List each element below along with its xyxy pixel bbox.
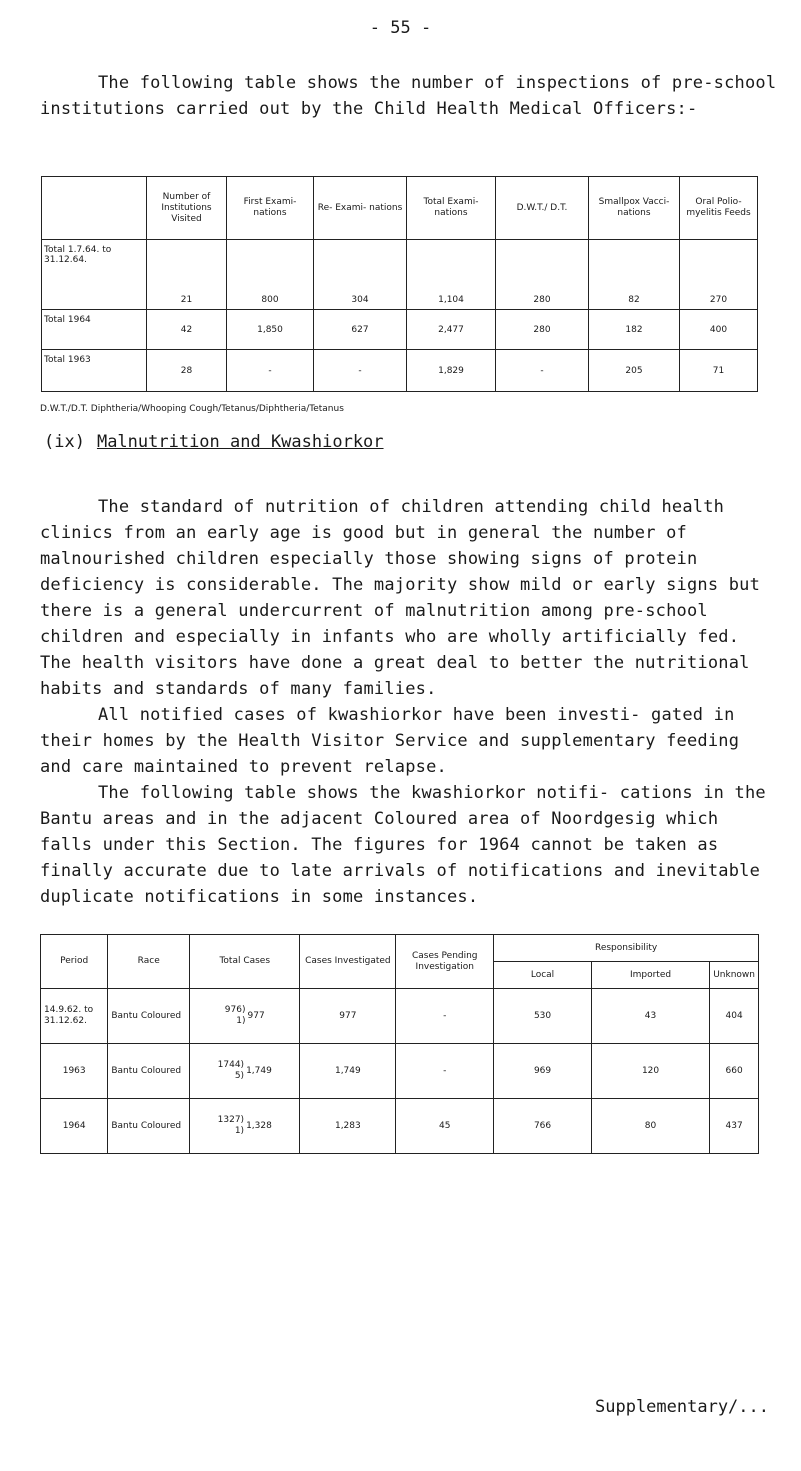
inspections-cell: 280 [496,310,589,350]
table-row [42,240,758,310]
kwashiorkor-imported-cell: 80 [591,1099,709,1154]
inspections-table [41,176,758,392]
kwashiorkor-investigated-cell: 1,749 [300,1044,396,1099]
inspections-cell: 1,104 [407,240,496,310]
inspections-header-institutions: Number of Institutions Visited [147,177,227,240]
inspections-cell: 205 [589,350,680,392]
inspections-header-smallpox: Smallpox Vacci- nations [589,177,680,240]
kwashiorkor-pending-cell: - [396,1044,494,1099]
inspections-cell: Total 1.7.64. to 31.12.64. [42,240,147,310]
inspections-cell: 2,477 [407,310,496,350]
kwashiorkor-table-intro-paragraph: The following table shows the kwashiorkor notifi- cations in the Bantu areas and in the adjacent Coloured area of Noordgesig which falls under this Section. The figures for 1964 cannot be taken as finally accurate due to late arrivals of notifications and inevitable duplicate notifications in some instances. [40,783,766,907]
kwashiorkor-unknown-cell: 437 [710,1099,759,1154]
kwashiorkor-local-cell: 969 [494,1044,592,1099]
kwashiorkor-pending-cell: 45 [396,1099,494,1154]
kwashiorkor-header-period: Period [41,935,108,989]
table-row [41,989,759,1044]
inspections-header-first: First Exami- nations [227,177,314,240]
kwashiorkor-pending-cell: - [396,989,494,1044]
kwashiorkor-total-cell [190,1044,300,1099]
kwashiorkor-bantu-count: 1744) [217,1060,245,1070]
continuation-marker: Supplementary/... [595,1397,769,1417]
kwashiorkor-period-cell: 1964 [41,1099,108,1154]
kwashiorkor-unknown-cell: 660 [710,1044,759,1099]
inspections-cell: - [314,350,407,392]
table-row [42,350,758,392]
kwashiorkor-race-cell: Bantu Coloured [108,1099,190,1154]
inspections-header-total: Total Exami- nations [407,177,496,240]
table-row [41,1044,759,1099]
kwashiorkor-coloured-count: 5) [234,1071,245,1081]
kwashiorkor-investigation-paragraph: All notified cases of kwashiorkor have been investi- gated in their homes by the Health Visitor Service and supplementary feeding and care maintained to prevent relapse. [40,705,740,777]
intro-paragraph: The following table shows the number of inspections of pre-school institutions carried out by the Child Health Medical Officers:- [40,73,777,119]
kwashiorkor-header-imported: Imported [591,962,709,989]
kwashiorkor-total-cell [190,989,300,1044]
inspections-header-polio: Oral Polio- myelitis Feeds [680,177,758,240]
kwashiorkor-header-responsibility: Responsibility [494,935,759,962]
inspections-cell: 280 [496,240,589,310]
inspections-header-dwt: D.W.T./ D.T. [496,177,589,240]
nutrition-paragraph: The standard of nutrition of children attending child health clinics from an early age is good but in general the number of malnourished children especially those showing signs of protein deficiency is considerable. The majority show mild or early signs but there is a general undercurrent of malnutrition among pre-school children and especially in infants who are wholly artificially fed. The health visitors have done a great deal to better the nutritional habits and standards of many families. [40,497,761,699]
inspections-cell: 1,829 [407,350,496,392]
kwashiorkor-total-cell [190,1099,300,1154]
kwashiorkor-period-cell: 14.9.62. to 31.12.62. [41,989,108,1044]
inspections-cell: 28 [147,350,227,392]
kwashiorkor-unknown-cell: 404 [710,989,759,1044]
kwashiorkor-imported-cell: 120 [591,1044,709,1099]
kwashiorkor-total-count: 977 [247,1010,265,1021]
kwashiorkor-table [40,934,759,1154]
kwashiorkor-local-cell: 766 [494,1099,592,1154]
kwashiorkor-investigated-cell: 1,283 [300,1099,396,1154]
inspections-cell: 304 [314,240,407,310]
section-title: Malnutrition and Kwashiorkor [96,432,384,452]
kwashiorkor-total-count: 1,749 [246,1065,272,1076]
kwashiorkor-coloured-count: 1) [236,1016,246,1026]
kwashiorkor-total-count: 1,328 [246,1120,272,1131]
kwashiorkor-header-local: Local [494,962,592,989]
kwashiorkor-breakdown [225,1005,246,1027]
section-heading [44,432,384,452]
kwashiorkor-header-unknown: Unknown [710,962,759,989]
kwashiorkor-investigated-cell: 977 [300,989,396,1044]
inspections-cell: - [496,350,589,392]
section-number: (ix) [44,432,85,452]
kwashiorkor-imported-cell: 43 [591,989,709,1044]
kwashiorkor-header-pending: Cases Pending Investigation [396,935,494,989]
inspections-cell: 21 [147,240,227,310]
inspections-header-blank [42,177,147,240]
table-row [41,1099,759,1154]
inspections-cell: 800 [227,240,314,310]
kwashiorkor-breakdown [218,1115,244,1137]
inspections-header-re: Re- Exami- nations [314,177,407,240]
inspections-cell: 1,850 [227,310,314,350]
inspections-cell: 71 [680,350,758,392]
kwashiorkor-period-cell: 1963 [41,1044,108,1099]
kwashiorkor-bantu-count: 1327) [217,1115,245,1125]
inspections-cell: Total 1963 [42,350,147,392]
kwashiorkor-header-total-cases: Total Cases [190,935,300,989]
page-number: - 55 - [369,18,432,38]
inspections-cell: 82 [589,240,680,310]
kwashiorkor-race-cell: Bantu Coloured [108,989,190,1044]
kwashiorkor-local-cell: 530 [494,989,592,1044]
kwashiorkor-header-race: Race [108,935,190,989]
inspections-cell: 400 [680,310,758,350]
table-row [42,310,758,350]
kwashiorkor-bantu-count: 976) [224,1005,246,1015]
kwashiorkor-header-investigated: Cases Investigated [300,935,396,989]
inspections-cell: 182 [589,310,680,350]
inspections-cell: - [227,350,314,392]
kwashiorkor-race-cell: Bantu Coloured [108,1044,190,1099]
table-footnote: D.W.T./D.T. Diphtheria/Whooping Cough/Tetanus/Diphtheria/Tetanus [40,404,344,414]
inspections-header-row [42,177,758,240]
kwashiorkor-header-row [41,935,759,962]
inspections-cell: 627 [314,310,407,350]
inspections-cell: Total 1964 [42,310,147,350]
kwashiorkor-coloured-count: 1) [234,1126,245,1136]
kwashiorkor-breakdown [218,1060,244,1082]
inspections-cell: 270 [680,240,758,310]
inspections-cell: 42 [147,310,227,350]
